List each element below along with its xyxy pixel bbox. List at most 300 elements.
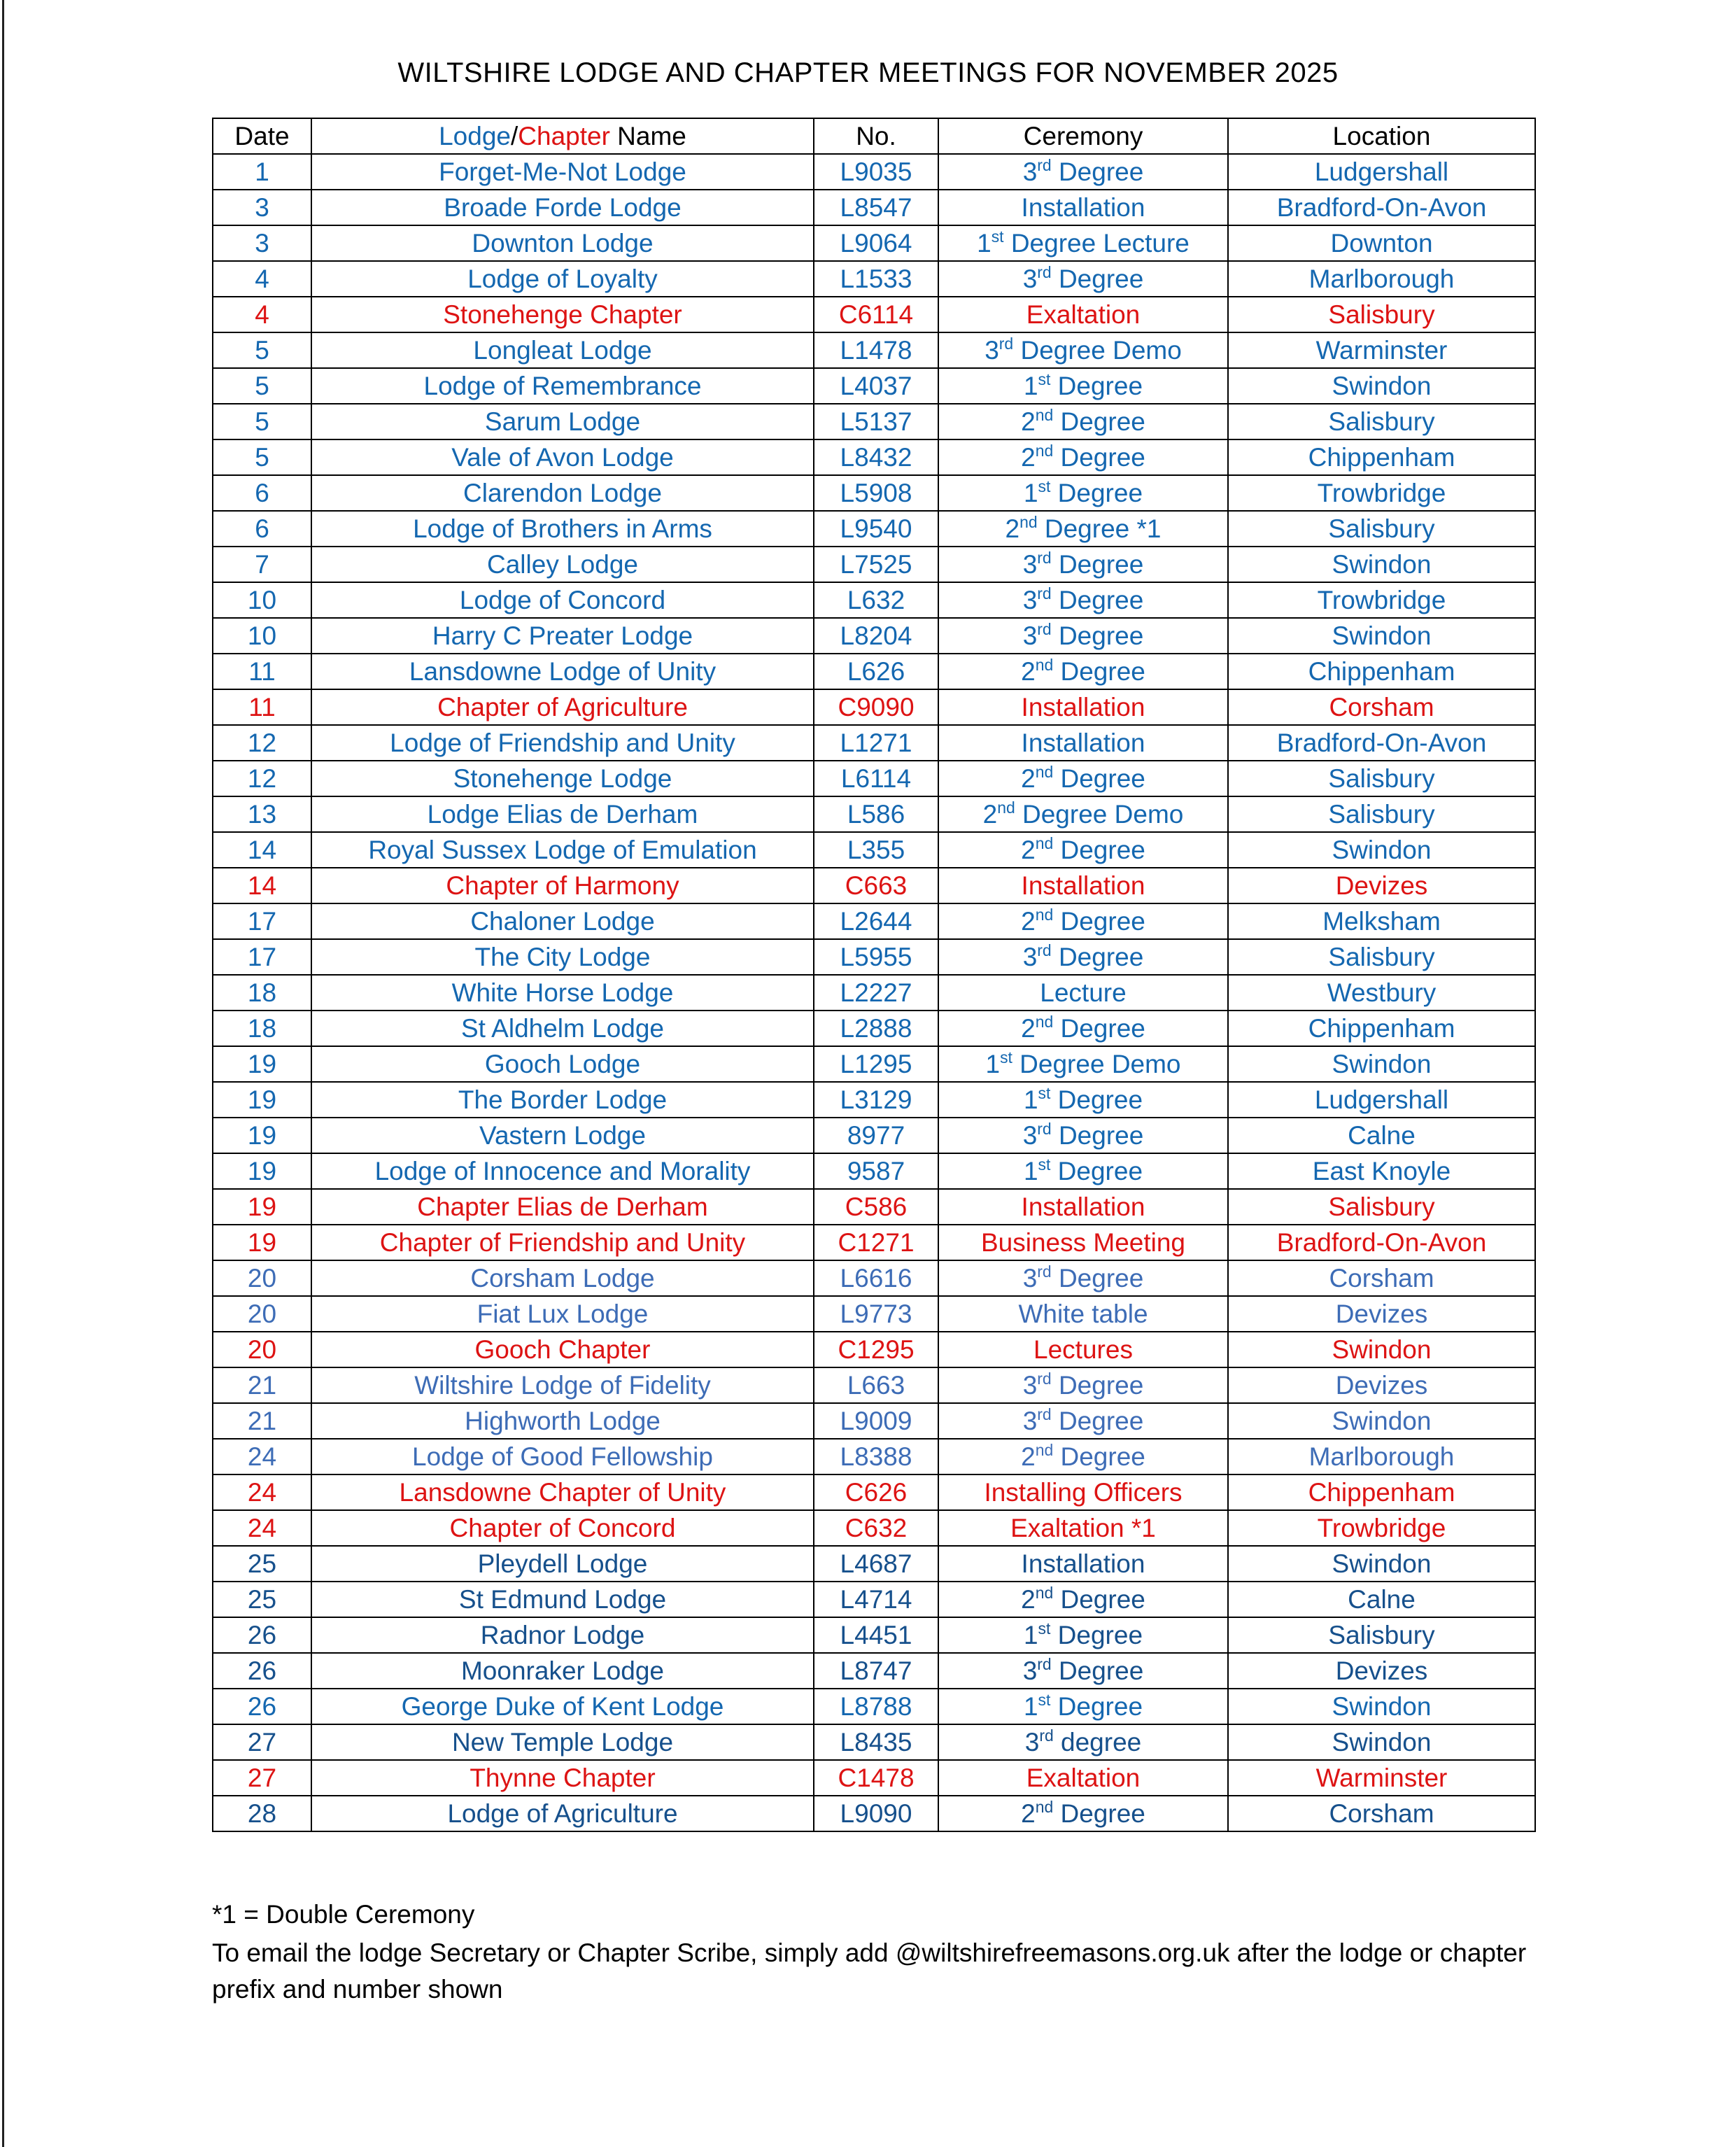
cell-ceremony xyxy=(938,689,1228,725)
cell-location: Salisbury xyxy=(1228,796,1535,832)
cell-location: Melksham xyxy=(1228,903,1535,939)
ceremony-text: Exaltation *1 xyxy=(1010,1514,1156,1542)
cell-name: Gooch Lodge xyxy=(311,1046,814,1082)
ceremony-ordinal: 3 xyxy=(1022,1371,1038,1400)
ceremony-text: Degree xyxy=(1050,372,1143,400)
ceremony-ordinal-suffix: rd xyxy=(1037,1369,1052,1388)
table-row xyxy=(213,1546,1535,1582)
ceremony-text: Degree xyxy=(1050,1692,1143,1721)
ceremony-ordinal-suffix: rd xyxy=(1037,619,1052,638)
cell-name: Harry C Preater Lodge xyxy=(311,618,814,654)
table-row xyxy=(213,939,1535,975)
cell-ceremony xyxy=(938,618,1228,654)
cell-number: C6114 xyxy=(814,297,938,332)
ceremony-ordinal-suffix: rd xyxy=(1037,941,1052,959)
cell-date: 6 xyxy=(213,475,311,511)
cell-number: L663 xyxy=(814,1367,938,1403)
ceremony-ordinal: 3 xyxy=(1022,1121,1038,1150)
ceremony-ordinal: 1 xyxy=(1023,1692,1038,1721)
ceremony-ordinal-suffix: rd xyxy=(998,334,1014,353)
ceremony-ordinal-suffix: st xyxy=(1038,477,1051,495)
cell-date: 25 xyxy=(213,1582,311,1617)
cell-ceremony xyxy=(938,868,1228,903)
cell-ceremony xyxy=(938,261,1228,297)
cell-date: 3 xyxy=(213,225,311,261)
ceremony-text: degree xyxy=(1053,1728,1142,1757)
table-row xyxy=(213,868,1535,903)
cell-number: L1478 xyxy=(814,332,938,368)
cell-name: Royal Sussex Lodge of Emulation xyxy=(311,832,814,868)
cell-number: L8788 xyxy=(814,1689,938,1724)
cell-name: Chapter of Agriculture xyxy=(311,689,814,725)
cell-location: Devizes xyxy=(1228,1653,1535,1689)
cell-name: Clarendon Lodge xyxy=(311,475,814,511)
cell-date: 4 xyxy=(213,261,311,297)
cell-date: 7 xyxy=(213,547,311,582)
table-row xyxy=(213,1046,1535,1082)
ceremony-text: Degree Lecture xyxy=(1003,229,1190,258)
ceremony-text: Degree xyxy=(1051,586,1144,614)
cell-location: Swindon xyxy=(1228,618,1535,654)
table-row xyxy=(213,1760,1535,1796)
cell-number: C1478 xyxy=(814,1760,938,1796)
cell-location: Calne xyxy=(1228,1582,1535,1617)
ceremony-ordinal: 3 xyxy=(1022,621,1038,650)
cell-number: L5908 xyxy=(814,475,938,511)
cell-ceremony xyxy=(938,225,1228,261)
ceremony-ordinal: 3 xyxy=(1022,1407,1038,1435)
cell-name: Wiltshire Lodge of Fidelity xyxy=(311,1367,814,1403)
cell-date: 24 xyxy=(213,1474,311,1510)
cell-ceremony xyxy=(938,297,1228,332)
ceremony-text: Degree xyxy=(1051,1656,1144,1685)
ceremony-text: Degree xyxy=(1050,479,1143,507)
ceremony-ordinal-suffix: nd xyxy=(1019,512,1038,531)
cell-location: Corsham xyxy=(1228,1796,1535,1831)
ceremony-text: Degree xyxy=(1053,764,1145,793)
cell-ceremony xyxy=(938,404,1228,439)
cell-ceremony xyxy=(938,1582,1228,1617)
cell-ceremony xyxy=(938,725,1228,761)
cell-name: Chapter of Concord xyxy=(311,1510,814,1546)
cell-ceremony xyxy=(938,154,1228,190)
cell-location: Devizes xyxy=(1228,1296,1535,1332)
ceremony-ordinal-suffix: nd xyxy=(1035,1012,1054,1031)
cell-ceremony xyxy=(938,1332,1228,1367)
cell-location: Chippenham xyxy=(1228,439,1535,475)
footnote: *1 = Double Ceremony xyxy=(212,1900,475,1929)
ceremony-text: Degree xyxy=(1053,443,1145,472)
table-row xyxy=(213,1653,1535,1689)
ceremony-text: Degree xyxy=(1053,907,1145,936)
cell-number: L8432 xyxy=(814,439,938,475)
ceremony-ordinal-suffix: nd xyxy=(1035,1583,1054,1602)
table-row xyxy=(213,1082,1535,1118)
cell-number: C586 xyxy=(814,1189,938,1225)
table-row xyxy=(213,261,1535,297)
ceremony-ordinal: 2 xyxy=(1021,1442,1036,1471)
cell-number: L9773 xyxy=(814,1296,938,1332)
ceremony-text: Degree xyxy=(1053,1014,1145,1043)
ceremony-ordinal-suffix: st xyxy=(1038,1155,1051,1174)
table-row xyxy=(213,1189,1535,1225)
cell-date: 5 xyxy=(213,404,311,439)
cell-location: Ludgershall xyxy=(1228,154,1535,190)
cell-location: Marlborough xyxy=(1228,1439,1535,1474)
cell-number: L7525 xyxy=(814,547,938,582)
ceremony-text: Degree Demo xyxy=(1012,1050,1181,1078)
table-row xyxy=(213,1296,1535,1332)
cell-location: Swindon xyxy=(1228,1546,1535,1582)
cell-ceremony xyxy=(938,939,1228,975)
cell-name: Fiat Lux Lodge xyxy=(311,1296,814,1332)
cell-name: Stonehenge Chapter xyxy=(311,297,814,332)
table-row xyxy=(213,582,1535,618)
cell-ceremony xyxy=(938,1367,1228,1403)
cell-location: Swindon xyxy=(1228,1403,1535,1439)
cell-name: Lodge of Loyalty xyxy=(311,261,814,297)
cell-date: 19 xyxy=(213,1189,311,1225)
cell-number: L6616 xyxy=(814,1260,938,1296)
table-row xyxy=(213,725,1535,761)
ceremony-text: Degree xyxy=(1050,1157,1143,1185)
ceremony-ordinal-suffix: rd xyxy=(1037,262,1052,281)
ceremony-ordinal-suffix: nd xyxy=(1035,441,1054,460)
table-row xyxy=(213,1332,1535,1367)
cell-number: L8388 xyxy=(814,1439,938,1474)
ceremony-ordinal: 2 xyxy=(982,800,998,829)
cell-location: Salisbury xyxy=(1228,511,1535,547)
cell-number: L4714 xyxy=(814,1582,938,1617)
cell-date: 11 xyxy=(213,654,311,689)
cell-location: Chippenham xyxy=(1228,1474,1535,1510)
cell-name: The Border Lodge xyxy=(311,1082,814,1118)
ceremony-text: Installation xyxy=(1021,193,1145,222)
cell-date: 17 xyxy=(213,903,311,939)
cell-date: 21 xyxy=(213,1367,311,1403)
ceremony-text: Degree xyxy=(1051,1264,1144,1293)
cell-location: East Knoyle xyxy=(1228,1153,1535,1189)
cell-ceremony xyxy=(938,1082,1228,1118)
ceremony-text: Exaltation xyxy=(1026,300,1141,329)
ceremony-ordinal-suffix: rd xyxy=(1037,548,1052,567)
cell-ceremony xyxy=(938,1760,1228,1796)
cell-number: L9035 xyxy=(814,154,938,190)
cell-number: L8435 xyxy=(814,1724,938,1760)
cell-number: L8204 xyxy=(814,618,938,654)
cell-location: Trowbridge xyxy=(1228,475,1535,511)
cell-number: C663 xyxy=(814,868,938,903)
ceremony-ordinal: 3 xyxy=(1022,943,1038,971)
ceremony-text: Degree xyxy=(1051,943,1144,971)
cell-name: St Aldhelm Lodge xyxy=(311,1011,814,1046)
cell-ceremony xyxy=(938,1046,1228,1082)
ceremony-ordinal-suffix: st xyxy=(1038,1083,1051,1102)
ceremony-ordinal-suffix: st xyxy=(1000,1048,1012,1067)
meetings-table-body xyxy=(213,154,1535,1831)
cell-date: 26 xyxy=(213,1689,311,1724)
cell-date: 20 xyxy=(213,1332,311,1367)
cell-ceremony xyxy=(938,1617,1228,1653)
cell-location: Calne xyxy=(1228,1118,1535,1153)
table-row xyxy=(213,225,1535,261)
table-row xyxy=(213,1153,1535,1189)
ceremony-text: Business Meeting xyxy=(980,1228,1186,1257)
cell-ceremony xyxy=(938,1403,1228,1439)
table-row xyxy=(213,475,1535,511)
ceremony-ordinal-suffix: rd xyxy=(1037,1262,1052,1281)
table-row xyxy=(213,332,1535,368)
ceremony-text: Lectures xyxy=(1033,1335,1133,1364)
table-row xyxy=(213,404,1535,439)
ceremony-ordinal: 2 xyxy=(1021,1014,1036,1043)
cell-location: Downton xyxy=(1228,225,1535,261)
cell-date: 5 xyxy=(213,368,311,404)
ceremony-ordinal: 3 xyxy=(1022,550,1038,579)
ceremony-ordinal: 1 xyxy=(1023,479,1038,507)
cell-date: 20 xyxy=(213,1260,311,1296)
cell-date: 14 xyxy=(213,868,311,903)
cell-number: C632 xyxy=(814,1510,938,1546)
cell-location: Swindon xyxy=(1228,1332,1535,1367)
cell-number: L1295 xyxy=(814,1046,938,1082)
table-row xyxy=(213,1617,1535,1653)
cell-date: 28 xyxy=(213,1796,311,1831)
ceremony-ordinal: 1 xyxy=(1023,1157,1038,1185)
cell-name: White Horse Lodge xyxy=(311,975,814,1011)
cell-name: New Temple Lodge xyxy=(311,1724,814,1760)
cell-date: 21 xyxy=(213,1403,311,1439)
cell-location: Salisbury xyxy=(1228,297,1535,332)
cell-ceremony xyxy=(938,1439,1228,1474)
cell-number: L9540 xyxy=(814,511,938,547)
ceremony-ordinal-suffix: rd xyxy=(1037,1119,1052,1138)
cell-date: 12 xyxy=(213,761,311,796)
ceremony-ordinal: 2 xyxy=(1021,907,1036,936)
cell-name: Lansdowne Lodge of Unity xyxy=(311,654,814,689)
cell-ceremony xyxy=(938,475,1228,511)
cell-location: Swindon xyxy=(1228,1724,1535,1760)
ceremony-text: Degree xyxy=(1051,1121,1144,1150)
ceremony-ordinal-suffix: nd xyxy=(997,798,1015,817)
cell-ceremony xyxy=(938,1653,1228,1689)
ceremony-text: Degree xyxy=(1053,1585,1145,1614)
cell-number: C1295 xyxy=(814,1332,938,1367)
ceremony-text: Installation xyxy=(1021,693,1145,721)
ceremony-ordinal: 2 xyxy=(1021,1799,1036,1828)
cell-date: 11 xyxy=(213,689,311,725)
cell-name: Corsham Lodge xyxy=(311,1260,814,1296)
cell-number: L2227 xyxy=(814,975,938,1011)
ceremony-ordinal: 3 xyxy=(1022,1264,1038,1293)
table-row xyxy=(213,439,1535,475)
cell-number: L8547 xyxy=(814,190,938,225)
cell-number: L9064 xyxy=(814,225,938,261)
ceremony-text: Installation xyxy=(1021,1549,1145,1578)
cell-location: Swindon xyxy=(1228,1046,1535,1082)
cell-name: Broade Forde Lodge xyxy=(311,190,814,225)
cell-date: 26 xyxy=(213,1617,311,1653)
table-row xyxy=(213,297,1535,332)
cell-date: 12 xyxy=(213,725,311,761)
cell-date: 26 xyxy=(213,1653,311,1689)
header-name-suffix: Name xyxy=(609,122,686,150)
cell-name: Downton Lodge xyxy=(311,225,814,261)
cell-date: 13 xyxy=(213,796,311,832)
cell-name: Vastern Lodge xyxy=(311,1118,814,1153)
ceremony-ordinal-suffix: st xyxy=(991,227,1004,246)
ceremony-ordinal-suffix: rd xyxy=(1039,1726,1054,1745)
cell-name: Lodge of Innocence and Morality xyxy=(311,1153,814,1189)
ceremony-ordinal-suffix: st xyxy=(1038,369,1051,388)
ceremony-ordinal: 1 xyxy=(977,229,992,258)
cell-ceremony xyxy=(938,975,1228,1011)
cell-ceremony xyxy=(938,511,1228,547)
ceremony-ordinal: 2 xyxy=(1005,514,1020,543)
cell-ceremony xyxy=(938,190,1228,225)
cell-name: Lodge Elias de Derham xyxy=(311,796,814,832)
table-row xyxy=(213,1474,1535,1510)
cell-date: 6 xyxy=(213,511,311,547)
ceremony-ordinal: 2 xyxy=(1021,836,1036,864)
cell-name: Lodge of Remembrance xyxy=(311,368,814,404)
header-name-chapter: Chapter xyxy=(518,122,610,150)
table-row xyxy=(213,1439,1535,1474)
cell-number: 8977 xyxy=(814,1118,938,1153)
cell-date: 25 xyxy=(213,1546,311,1582)
cell-name: George Duke of Kent Lodge xyxy=(311,1689,814,1724)
cell-location: Salisbury xyxy=(1228,1617,1535,1653)
table-row xyxy=(213,1796,1535,1831)
cell-date: 20 xyxy=(213,1296,311,1332)
ceremony-ordinal-suffix: nd xyxy=(1035,655,1054,674)
table-row xyxy=(213,1260,1535,1296)
cell-name: Stonehenge Lodge xyxy=(311,761,814,796)
cell-number: C1271 xyxy=(814,1225,938,1260)
table-row xyxy=(213,368,1535,404)
ceremony-ordinal: 3 xyxy=(1022,1656,1038,1685)
cell-ceremony xyxy=(938,654,1228,689)
cell-location: Trowbridge xyxy=(1228,582,1535,618)
cell-name: Sarum Lodge xyxy=(311,404,814,439)
cell-number: L632 xyxy=(814,582,938,618)
cell-ceremony xyxy=(938,903,1228,939)
table-row xyxy=(213,154,1535,190)
ceremony-text: Degree xyxy=(1053,657,1145,686)
cell-location: Westbury xyxy=(1228,975,1535,1011)
ceremony-ordinal-suffix: rd xyxy=(1037,1654,1052,1673)
cell-date: 3 xyxy=(213,190,311,225)
ceremony-text: White table xyxy=(1018,1300,1148,1328)
cell-ceremony xyxy=(938,547,1228,582)
cell-name: Chaloner Lodge xyxy=(311,903,814,939)
header-name-lodge: Lodge xyxy=(439,122,511,150)
cell-ceremony xyxy=(938,1118,1228,1153)
cell-ceremony xyxy=(938,1796,1228,1831)
ceremony-text: Installation xyxy=(1021,1192,1145,1221)
cell-name: Lodge of Agriculture xyxy=(311,1796,814,1831)
cell-ceremony xyxy=(938,796,1228,832)
ceremony-text: Degree Demo xyxy=(1013,336,1182,365)
header-name xyxy=(311,118,814,154)
cell-location: Bradford-On-Avon xyxy=(1228,190,1535,225)
cell-name: Lodge of Concord xyxy=(311,582,814,618)
ceremony-ordinal: 1 xyxy=(1023,372,1038,400)
header-ceremony: Ceremony xyxy=(938,118,1228,154)
cell-location: Warminster xyxy=(1228,1760,1535,1796)
cell-date: 1 xyxy=(213,154,311,190)
cell-ceremony xyxy=(938,439,1228,475)
cell-location: Trowbridge xyxy=(1228,1510,1535,1546)
cell-name: Pleydell Lodge xyxy=(311,1546,814,1582)
cell-name: Calley Lodge xyxy=(311,547,814,582)
cell-date: 27 xyxy=(213,1760,311,1796)
cell-name: Lodge of Brothers in Arms xyxy=(311,511,814,547)
ceremony-ordinal: 2 xyxy=(1021,1585,1036,1614)
cell-location: Warminster xyxy=(1228,332,1535,368)
cell-name: Lansdowne Chapter of Unity xyxy=(311,1474,814,1510)
cell-location: Swindon xyxy=(1228,832,1535,868)
cell-name: Lodge of Friendship and Unity xyxy=(311,725,814,761)
cell-number: 9587 xyxy=(814,1153,938,1189)
cell-number: L586 xyxy=(814,796,938,832)
cell-date: 5 xyxy=(213,332,311,368)
ceremony-ordinal-suffix: nd xyxy=(1035,762,1054,781)
cell-name: Chapter of Friendship and Unity xyxy=(311,1225,814,1260)
cell-location: Ludgershall xyxy=(1228,1082,1535,1118)
table-row xyxy=(213,1011,1535,1046)
cell-name: St Edmund Lodge xyxy=(311,1582,814,1617)
cell-date: 17 xyxy=(213,939,311,975)
cell-date: 18 xyxy=(213,975,311,1011)
cell-location: Devizes xyxy=(1228,868,1535,903)
cell-name: Chapter Elias de Derham xyxy=(311,1189,814,1225)
cell-name: Thynne Chapter xyxy=(311,1760,814,1796)
cell-ceremony xyxy=(938,1689,1228,1724)
cell-ceremony xyxy=(938,368,1228,404)
ceremony-ordinal: 3 xyxy=(1022,265,1038,293)
ceremony-ordinal: 3 xyxy=(1022,586,1038,614)
cell-location: Marlborough xyxy=(1228,261,1535,297)
cell-number: L5137 xyxy=(814,404,938,439)
table-row xyxy=(213,618,1535,654)
table-row xyxy=(213,689,1535,725)
ceremony-ordinal: 3 xyxy=(1024,1728,1040,1757)
table-row xyxy=(213,975,1535,1011)
ceremony-ordinal: 2 xyxy=(1021,443,1036,472)
table-row xyxy=(213,1367,1535,1403)
table-row xyxy=(213,1689,1535,1724)
cell-location: Salisbury xyxy=(1228,404,1535,439)
ceremony-text: Degree xyxy=(1051,1407,1144,1435)
cell-number: L9090 xyxy=(814,1796,938,1831)
ceremony-ordinal-suffix: nd xyxy=(1035,1797,1054,1816)
cell-name: The City Lodge xyxy=(311,939,814,975)
ceremony-ordinal-suffix: nd xyxy=(1035,405,1054,424)
cell-number: L9009 xyxy=(814,1403,938,1439)
table-row xyxy=(213,1118,1535,1153)
cell-location: Swindon xyxy=(1228,368,1535,404)
cell-number: L626 xyxy=(814,654,938,689)
ceremony-ordinal-suffix: nd xyxy=(1035,1440,1054,1459)
ceremony-ordinal-suffix: rd xyxy=(1037,584,1052,603)
ceremony-ordinal: 2 xyxy=(1021,407,1036,436)
ceremony-text: Degree xyxy=(1053,1442,1145,1471)
cell-name: Forget-Me-Not Lodge xyxy=(311,154,814,190)
cell-ceremony xyxy=(938,761,1228,796)
cell-ceremony xyxy=(938,1011,1228,1046)
table-row xyxy=(213,190,1535,225)
